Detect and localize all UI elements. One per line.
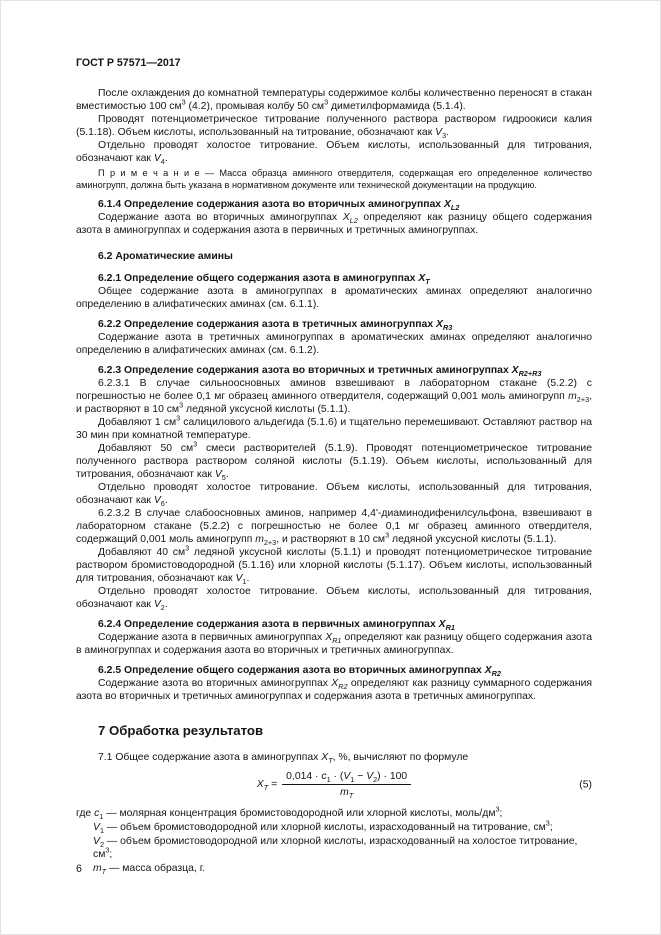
equation-number: (5) [579, 779, 592, 791]
page-number: 6 [76, 863, 82, 875]
paragraph: Добавляют 40 $см^3$ ледяной уксусной кислоты (5.1.1) и проводят потенциометрическое титрование раствором бромистоводородной (5.1.16) или хлорной кислоты (5.1.17). Объем кислоты, использованный для титрования, обозначают как $V_1$. [76, 543, 592, 587]
document-body [76, 87, 592, 875]
clause-heading: 6.2.5 Определение общего содержания азота во вторичных аминогруппах $X_{R2}$ [98, 665, 501, 679]
paragraph: Добавляют 50 $см^3$ смеси растворителей (5.1.9). Проводят потенциометрическое титрование полученного раствора раствором соляной кислоты (5.1.19). Объем кислоты, использованный для титрования, обозначают как $V_5$. [76, 439, 592, 483]
paragraph: Отдельно проводят холостое титрование. Объем кислоты, использованный для титрования, обозначают как $V_4$. [76, 140, 592, 167]
formula-where-line: $V_2$ — объем бромистоводородной или хлорной кислоты, израсходованный на холостое титрование, $см^3$; [93, 836, 578, 861]
paragraph: Отдельно проводят холостое титрование. Объем кислоты, использованный для титрования, обозначают как $V_6$. [76, 482, 592, 509]
paragraph: Отдельно проводят холостое титрование. Объем кислоты, использованный для титрования, обозначают как $V_2$. [76, 586, 592, 613]
paragraph: Проводят потенциометрическое титрование полученного раствора раствором гидроокиси калия (5.1.18). Объем кислоты, использованный на титрование, обозначают как $V_3$. [76, 114, 592, 141]
clause-heading: 6.2.2 Определение содержания азота в третичных аминогруппах $X_{R3}$ [98, 319, 453, 333]
clause-heading: 6.1.4 Определение содержания азота во вторичных аминогруппах $X_{L2}$ [98, 199, 460, 213]
formula-where-line: $V_1$ — объем бромистоводородной или хлорной кислоты, израсходованный на титрование, $см^3$; [93, 818, 553, 836]
formula-where-line: $m_T$ — масса образца, г. [93, 863, 206, 877]
clause-heading: 6.2.1 Определение общего содержания азота в аминогруппах $X_T$ [98, 273, 430, 287]
paragraph: Общее содержание азота в аминогруппах в ароматических аминах определяют аналогично определению в алифатических аминах (см. 6.1.1). [76, 286, 592, 311]
paragraph: После охлаждения до комнатной температуры содержимое колбы количественно переносят в стакан вместимостью 100 $см^3$ (4.2), промывая колбу 50 $см^3$ диметилформамида (5.1.4). [76, 88, 592, 112]
note: П р и м е ч а н и е — Масса образца аминного отвердителя, содержащая его определенное количество аминогрупп, должна быть указана в нормативном документе или технической документации на продукцию. [76, 168, 592, 190]
clause-heading: 6.2.3 Определение содержания азота во вторичных и третичных аминогруппах $X_{R2+R3}$ [98, 365, 542, 379]
paragraph: 6.2.3.2 В случае слабоосновных аминов, например 4,4'-диаминодифенилсульфона, взвешивают в лабораторном стакане (5.2.2) с погрешностью не более 0,1 мг образец аминного отвердителя, содержащий 0,001 моль аминогрупп $m_{2+3}$, и растворяют в 10 $см^3$ ледяной уксусной кислоты (5.1.1). [76, 508, 592, 548]
formula: $X_T$ = $\frac{0,014 \cdot c_1 \cdot (V_1 - V_2) \cdot 100}{m_T}$ (5) [256, 771, 592, 801]
section-heading: 7 Обработка результатов [98, 723, 264, 739]
paragraph: Содержание азота в первичных аминогруппах $X_{R1}$ определяют как разницу общего содержания азота в аминогруппах и содержания азота во вторичных и третичных аминогруппах. [76, 632, 592, 657]
paragraph: 6.2.3.1 В случае сильноосновных аминов взвешивают в лабораторном стакане (5.2.2) с погрешностью не более 0,1 мг образец аминного отвердителя, содержащий 0,001 моль аминогрупп $m_{2+3}$, и растворяют в 10 $см^3$ ледяной уксусной кислоты (5.1.1). [76, 378, 592, 416]
paragraph: Добавляют 1 $см^3$ салицилового альдегида (5.1.6) и тщательно перемешивают. Оставляют раствор на 30 мин при комнатной температуре. [76, 413, 592, 442]
paragraph: 7.1 Общее содержание азота в аминогруппах $X_T$, %, вычисляют по формуле [98, 752, 469, 766]
clause-heading: 6.2.4 Определение содержания азота в первичных аминогруппах $X_{R1}$ [98, 619, 455, 633]
formula-where-line: где $c_1$ — молярная концентрация бромистоводородной или хлорной кислоты, моль/$дм^3$; [76, 804, 503, 822]
paragraph: Содержание азота в третичных аминогруппах в ароматических аминах определяют аналогично определению в алифатических аминах (см. 6.1.2). [76, 332, 592, 357]
paragraph: Содержание азота во вторичных аминогруппах $X_{L2}$ определяют как разницу общего содержания азота в аминогруппах и содержания азота в первичных и третичных аминогруппах. [76, 212, 592, 237]
paragraph: Содержание азота во вторичных аминогруппах $X_{R2}$ определяют как разницу суммарного содержания азота во вторичных и третичных аминогруппах и содержания азота в третичных аминогруппах. [76, 678, 592, 703]
running-header: ГОСТ Р 57571—2017 [76, 57, 181, 69]
subsection-heading: 6.2 Ароматические амины [98, 251, 233, 263]
